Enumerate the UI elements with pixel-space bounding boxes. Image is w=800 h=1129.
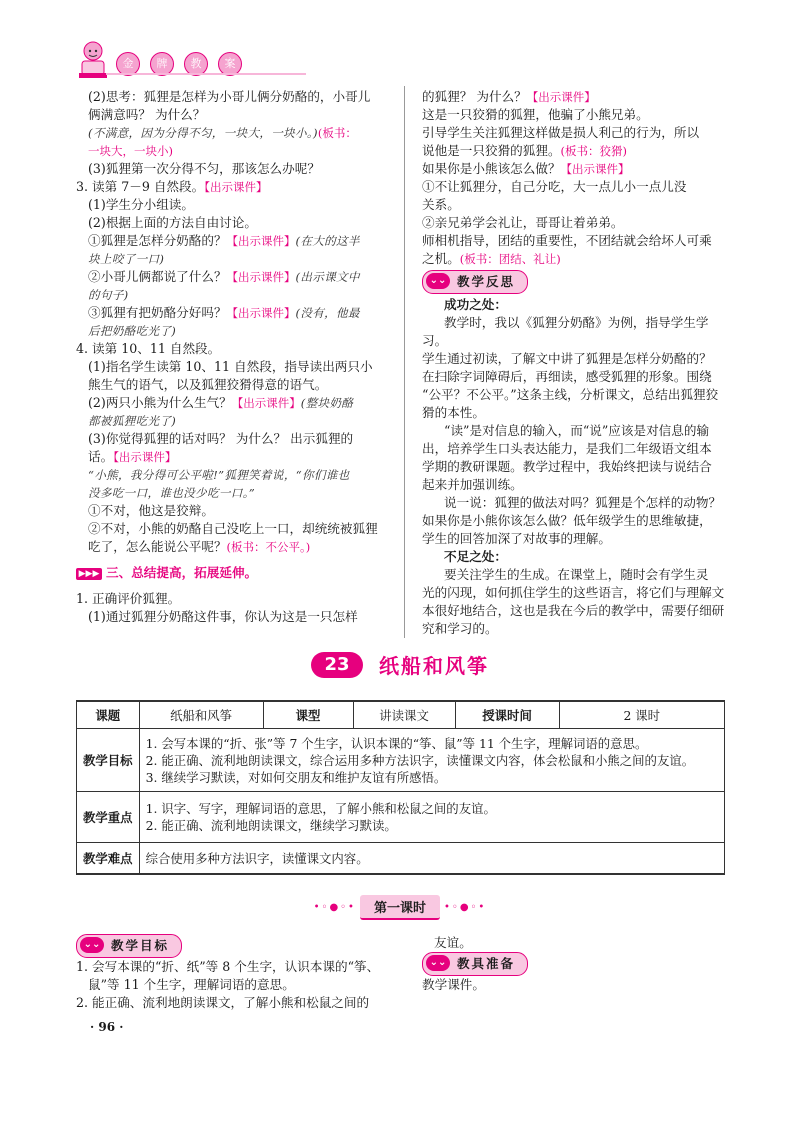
table-header: 授课时间 [455, 701, 559, 729]
text-line: 师相机指导，团结的重要性，不团结就会给坏人可乘 [422, 233, 712, 248]
page-number: · 96 · [90, 1020, 124, 1034]
logo-char: 教 [184, 52, 208, 76]
subheading: 不足之处： [444, 549, 507, 564]
text-line: 学期的教研课题。教学过程中，我始终把读与说结合 [422, 459, 712, 474]
text-line: 猾的本性。 [422, 405, 485, 420]
text-line: 一块大，一块小) [88, 144, 173, 158]
text-line: 吃了，怎么能说公平呢？(板书：不公平。) [88, 539, 311, 554]
header-rule [106, 73, 306, 75]
text-line: “公平？不公平。”这条主线，分析课文，总结出狐狸狡 [422, 387, 719, 402]
text-line: 鼠”等 11 个生字，理解词语的意思。 [88, 977, 295, 992]
text-line: 本很好地结合，这也是我在今后的教学中，需要仔细研 [422, 603, 725, 618]
text-line: 要关注学生的生成。在课堂上，随时会有学生灵 [444, 567, 709, 582]
column-divider [404, 86, 405, 638]
text-line: “读”是对信息的输入，而“说”应该是对信息的输 [444, 423, 710, 438]
logo-char: 金 [116, 52, 140, 76]
table-cell: 2 课时 [559, 701, 724, 729]
text-line: ①不对，他这是狡辩。 [88, 503, 214, 518]
text-line: 出，培养学生口头表达能力，是我们二年级语文组本 [422, 441, 712, 456]
text-line: 1. 会写本课的“折、纸”等 8 个生字，认识本课的“筝、 [76, 959, 380, 974]
dots-icon: •◦●◦• [313, 902, 356, 913]
lesson-info-table [76, 700, 725, 875]
text-line: 友谊。 [434, 935, 472, 950]
table-cell: 1. 会写本课的“折、张”等 7 个生字，认识本课的“筝、鼠”等 11 个生字，理解词语的意思。 2. 能正确、流利地朗读课文，综合运用多种方法识字，读懂课文内容，体会松鼠和小熊之间的友谊。 3. 继续学习默读，对如何交朋友和维护友谊有所感悟。 [139, 729, 724, 792]
section-heading: ▶▶▶ 三、总结提高，拓展延伸。 [76, 564, 389, 582]
text-line: 学生通过初读，了解文中讲了狐狸是怎样分奶酪的？ [422, 351, 712, 366]
text-line: (3)狐狸第一次分得不匀，那该怎么办呢？ [88, 161, 320, 176]
text-line: 教学时，我以《狐狸分奶酪》为例，指导学生学习。 [422, 315, 709, 348]
text-line: 没多吃一口，谁也没少吃一口。” [88, 486, 255, 500]
text-line: 教学课件。 [422, 977, 485, 992]
table-cell: 纸船和风筝 [139, 701, 263, 729]
text-line: 关系。 [422, 197, 460, 212]
text-line: 3. 读第 7－9 自然段。【出示课件】 [76, 179, 268, 194]
reflection-badge: ⌄⌄ 教学反思 [422, 270, 727, 294]
bottom-right [422, 934, 727, 994]
table-cell: 讲读课文 [353, 701, 455, 729]
subheading: 成功之处： [444, 297, 507, 312]
text-line: 说他是一只狡猾的狐狸。(板书：狡猾) [422, 143, 628, 158]
logo-char: 牌 [150, 52, 174, 76]
text-line: (1)指名学生读第 10、11 自然段，指导读出两只小 [88, 359, 373, 374]
text-line: 块上咬了一口) [88, 252, 165, 266]
period-banner [0, 895, 800, 920]
text-line: 的句子) [88, 288, 129, 302]
text-line: 说一说：狐狸的做法对吗？狐狸是个怎样的动物？ [444, 495, 722, 510]
table-header: 教学重点 [77, 792, 140, 843]
text-line: 这是一只狡猾的狐狸，他骗了小熊兄弟。 [422, 107, 649, 122]
text-line: 熊生气的语气，以及狐狸狡猾得意的语气。 [88, 377, 328, 392]
text-line: 后把奶酪吃光了) [88, 324, 177, 338]
text-line: (1)学生分小组读。 [88, 197, 194, 212]
table-header: 教学难点 [77, 843, 140, 875]
text-line: 光的闪现，如何抓住学生的这些语言，将它们与理解文 [422, 585, 725, 600]
arrow-icon: ▶▶▶ [76, 568, 102, 580]
bottom-left [76, 934, 396, 1012]
text-line: 学生的回答加深了对故事的理解。 [422, 531, 611, 546]
text-line: 1. 正确评价狐狸。 [76, 591, 181, 606]
text-line: 都被狐狸吃光了) [88, 414, 177, 428]
lesson-title [0, 650, 800, 679]
text-line: 2. 能正确、流利地朗读课文，了解小熊和松鼠之间的 [76, 995, 370, 1010]
text-line: (3)你觉得狐狸的话对吗？ 为什么？ 出示狐狸的 [88, 431, 354, 446]
text-line: 如果你是小熊你该怎么做？低年级学生的思维敏捷， [422, 513, 712, 528]
table-row [77, 729, 725, 792]
text-line: 话。【出示课件】 [88, 449, 177, 464]
mascot-icon [76, 40, 110, 80]
text-line: (1)通过狐狸分奶酪这件事，你认为这是一只怎样 [88, 609, 358, 624]
text-line: 如果你是小熊该怎么做？【出示课件】 [422, 161, 630, 176]
chevron-down-icon: ⌄⌄ [80, 937, 104, 953]
period-title: 第一课时 [360, 895, 440, 920]
text-line: (不满意，因为分得不匀，一块大，一块小。)(板书： [88, 126, 357, 140]
text-line: 究和学习的。 [422, 621, 498, 636]
table-header: 课型 [263, 701, 353, 729]
text-line: 引导学生关注狐狸这样做是损人利己的行为，所以 [422, 125, 700, 140]
chevron-down-icon: ⌄⌄ [426, 273, 450, 289]
text-line: ①狐狸是怎样分奶酪的？【出示课件】(在大的这半 [88, 233, 360, 248]
text-line: ③狐狸有把奶酪分好吗？【出示课件】(没有，他最 [88, 305, 360, 320]
text-line: ①不让狐狸分，自己分吃，大一点儿小一点儿没 [422, 179, 687, 194]
chevron-down-icon: ⌄⌄ [426, 955, 450, 971]
text-line: 在扫除字词障碍后，再细读，感受狐狸的形象。围绕 [422, 369, 712, 384]
goal-badge: ⌄⌄ 教学目标 [76, 934, 396, 958]
lesson-number: 23 [311, 652, 363, 678]
table-row [77, 843, 725, 875]
tools-badge: ⌄⌄ 教具准备 [422, 952, 727, 976]
text-line: ②不对，小熊的奶酪自己没吃上一口，却统统被狐狸 [88, 521, 378, 536]
logo-char: 案 [218, 52, 242, 76]
text-line: 4. 读第 10、11 自然段。 [76, 341, 221, 356]
table-row [77, 792, 725, 843]
header-logo [76, 40, 306, 80]
text-line: 起来并加强训练。 [422, 477, 523, 492]
table-header: 教学目标 [77, 729, 140, 792]
text-line: (2)根据上面的方法自由讨论。 [88, 215, 257, 230]
text-line: ②小哥儿俩都说了什么？【出示课件】(出示课文中 [88, 269, 360, 284]
text-line: 的狐狸？ 为什么？【出示课件】 [422, 89, 596, 104]
table-header: 课题 [77, 701, 140, 729]
table-cell: 1. 识字、写字，理解词语的意思，了解小熊和松鼠之间的友谊。 2. 能正确、流利地朗读课文，继续学习默读。 [139, 792, 724, 843]
text-line: 俩满意吗？ 为什么？ [88, 107, 206, 122]
left-column [76, 88, 389, 626]
table-cell: 综合使用多种方法识字，读懂课文内容。 [139, 843, 724, 875]
table-row [77, 701, 725, 729]
text-line: (2)两只小熊为什么生气？【出示课件】(整块奶酪 [88, 395, 354, 410]
right-column [422, 88, 727, 638]
dots-icon: •◦●◦• [444, 902, 487, 913]
text-line: (2)思考：狐狸是怎样为小哥儿俩分奶酪的，小哥儿 [88, 89, 371, 104]
text-line: 之机。(板书：团结、礼让) [422, 251, 561, 266]
text-line: “小熊，我分得可公平啦!”狐狸笑着说，“你们谁也 [88, 468, 350, 482]
lesson-name: 纸船和风筝 [379, 654, 489, 678]
text-line: ②亲兄弟学会礼让，哥哥让着弟弟。 [422, 215, 624, 230]
